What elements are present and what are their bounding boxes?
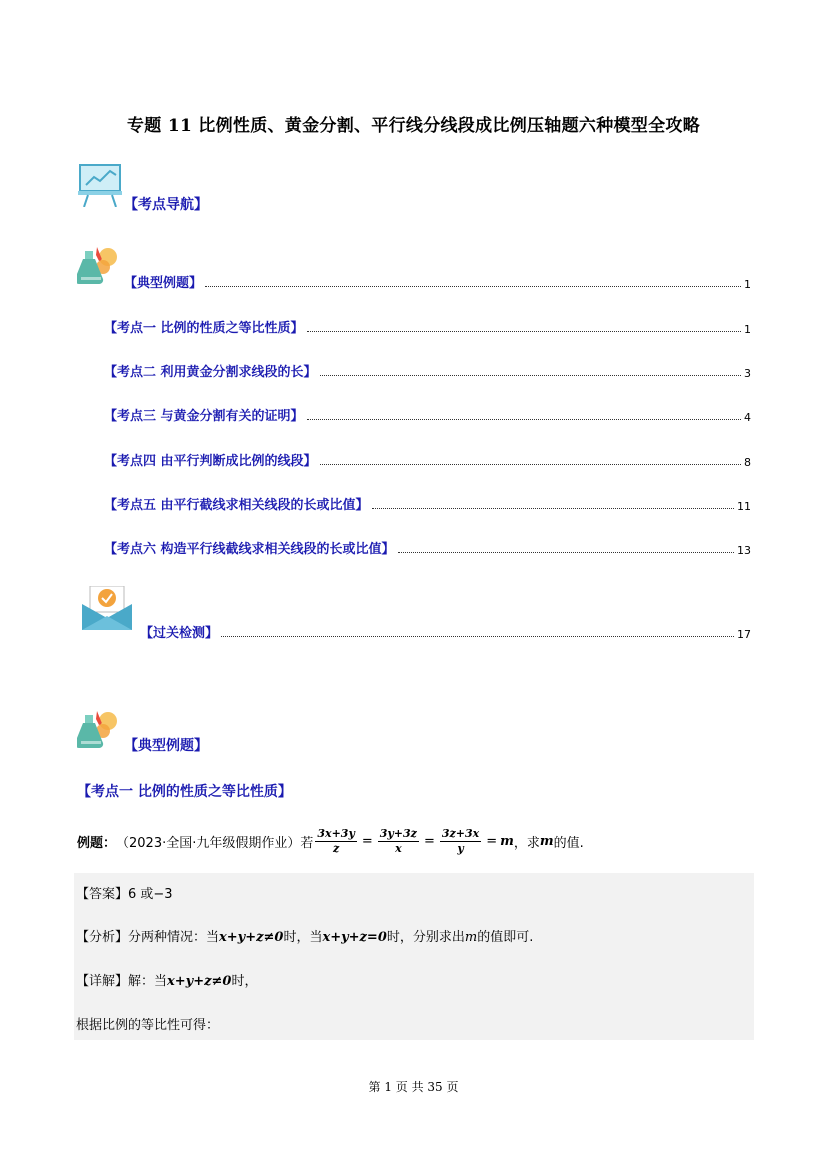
answer-box <box>74 873 754 1040</box>
ratio-line: 根据比例的等比性可得： <box>76 1018 220 1033</box>
toc-row-topic-5[interactable] <box>104 495 751 513</box>
detail-line <box>76 970 257 989</box>
toc-page-number: 3 <box>744 367 751 380</box>
toc-label: 【考点二 利用黄金分割求线段的长】 <box>104 365 317 380</box>
variable-m: m <box>500 834 514 849</box>
toc-row-typical-examples[interactable] <box>124 273 751 291</box>
toc-page-number: 8 <box>744 456 751 469</box>
analysis-line <box>76 926 533 945</box>
presentation-board-icon <box>78 163 126 207</box>
nav-heading: 【考点导航】 <box>124 197 208 213</box>
toc-page-number: 1 <box>744 323 751 336</box>
toc-leader <box>205 285 741 287</box>
toc-label: 【过关检测】 <box>140 626 219 641</box>
toc-leader <box>398 551 734 553</box>
fraction <box>378 827 419 856</box>
toc-row-final-check[interactable] <box>140 623 751 641</box>
variable-m: m <box>539 834 554 849</box>
toc-leader <box>307 418 741 420</box>
analysis-suffix: 的值即可. <box>477 930 534 945</box>
document-title: 专题 11 比例性质、黄金分割、平行线分线段成比例压轴题六种模型全攻略 <box>127 116 700 136</box>
toc-leader <box>372 507 734 509</box>
analysis-mid2: 时，分别求出 <box>386 930 465 945</box>
example-lead: 例题： <box>77 836 117 851</box>
equals-sign: = <box>423 834 435 849</box>
toc-label: 【典型例题】 <box>124 276 203 291</box>
toc-label: 【考点六 构造平行线截线求相关线段的长或比值】 <box>104 542 395 557</box>
toc-page-number: 1 <box>744 278 751 291</box>
toc-leader <box>320 463 741 465</box>
toc-row-topic-4[interactable] <box>104 451 751 469</box>
answer-line: 【答案】6 或−3 <box>76 887 173 902</box>
math-condition: x+y+z=0 <box>322 930 387 945</box>
example-problem <box>77 827 584 856</box>
toc-page-number: 17 <box>737 628 751 641</box>
math-condition: x+y+z≠0 <box>219 930 284 945</box>
toc-row-topic-1[interactable] <box>104 318 751 336</box>
fraction-numerator: 3y+3z <box>379 827 417 840</box>
toc-row-topic-2[interactable] <box>104 362 751 380</box>
fraction <box>315 827 356 856</box>
analysis-prefix: 【分析】分两种情况：当 <box>76 930 220 945</box>
toc-label: 【考点五 由平行截线求相关线段的长或比值】 <box>104 498 369 513</box>
variable-m: m <box>464 930 478 945</box>
toc-label: 【考点三 与黄金分割有关的证明】 <box>104 409 304 424</box>
toc-leader <box>221 635 734 637</box>
flask-icon <box>77 243 121 285</box>
equals-sign: = <box>361 834 373 849</box>
analysis-mid: 时，当 <box>283 930 323 945</box>
detail-prefix: 【详解】解：当 <box>76 974 168 989</box>
math-condition: x+y+z≠0 <box>167 974 232 989</box>
toc-page-number: 4 <box>744 411 751 424</box>
toc-page-number: 11 <box>737 500 751 513</box>
checkmark-envelope-icon <box>82 586 132 630</box>
toc-leader <box>307 330 741 332</box>
equals-sign: = <box>486 834 498 849</box>
flask-icon <box>77 707 121 749</box>
toc-row-topic-6[interactable] <box>104 539 751 557</box>
toc-leader <box>320 374 741 376</box>
fraction-denominator: z <box>332 842 340 855</box>
fraction-denominator: y <box>457 842 464 855</box>
fraction-numerator: 3x+3y <box>317 827 355 840</box>
fraction-numerator: 3z+3x <box>441 827 480 840</box>
example-tail: ，求 <box>513 836 540 851</box>
example-source: （2023·全国·九年级假期作业）若 <box>116 836 314 851</box>
detail-suffix: 时， <box>231 974 258 989</box>
topic-heading: 【考点一 比例的性质之等比性质】 <box>77 784 292 800</box>
section-heading: 【典型例题】 <box>124 738 208 754</box>
fraction <box>440 827 481 856</box>
example-tail: 的值. <box>553 836 584 851</box>
fraction-denominator: x <box>395 842 402 855</box>
toc-label: 【考点四 由平行判断成比例的线段】 <box>104 454 317 469</box>
page-footer: 第 1 页 共 35 页 <box>368 1080 459 1094</box>
toc-page-number: 13 <box>737 544 751 557</box>
toc-row-topic-3[interactable] <box>104 406 751 424</box>
toc-label: 【考点一 比例的性质之等比性质】 <box>104 321 304 336</box>
